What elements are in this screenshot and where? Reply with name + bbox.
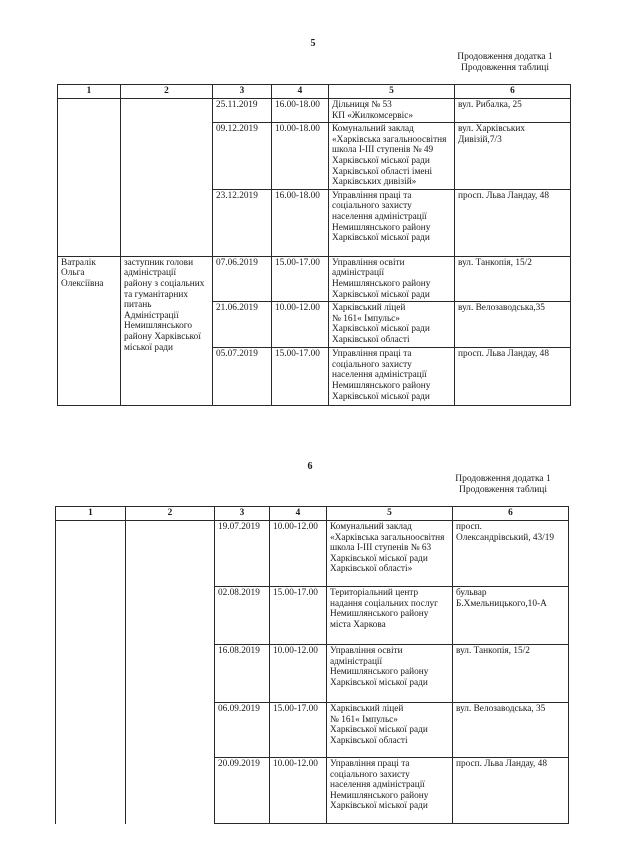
- column-header: 1: [56, 507, 126, 521]
- date-cell: 02.08.2019: [215, 587, 270, 645]
- continuation-line-1: Продовження додатка 1: [457, 52, 553, 62]
- time-cell: 10.00-12.00: [272, 302, 329, 348]
- place-cell: Управління освіти адміністрації Немишлянського району Харківської міської ради: [327, 645, 453, 703]
- time-cell: 16.00-18.00: [272, 99, 329, 123]
- place-cell: Управління праці та соціального захисту населення адміністрації Немишлянського району Харківської міської ради: [329, 348, 455, 406]
- page-number: 6: [307, 461, 313, 472]
- official-name-cell: [58, 99, 121, 257]
- date-cell: 21.06.2019: [213, 302, 272, 348]
- date-cell: 20.09.2019: [215, 758, 270, 824]
- address-cell: вул. Танкопія, 15/2: [455, 256, 571, 301]
- time-cell: 10.00-12.00: [270, 521, 327, 587]
- continuation-heading: [440, 52, 570, 74]
- table-row: [56, 521, 569, 587]
- time-cell: 10.00-12.00: [270, 645, 327, 703]
- date-cell: 25.11.2019: [213, 99, 272, 123]
- place-cell: Управління праці та соціального захисту населення адміністрації Немишлянського району Харківської міської ради: [327, 758, 453, 824]
- official-position-cell: [121, 99, 213, 257]
- table-row: [58, 256, 571, 301]
- place-cell: Харківський ліцей № 161« Імпульс» Харківської міської ради Харківської області: [329, 302, 455, 348]
- date-cell: 09.12.2019: [213, 123, 272, 190]
- address-cell: просп. Льва Ландау, 48: [455, 348, 571, 406]
- date-cell: 06.09.2019: [215, 703, 270, 758]
- table-row: [58, 99, 571, 123]
- address-cell: просп. Олександрівський, 43/19: [453, 521, 569, 587]
- column-header: 1: [58, 85, 121, 99]
- schedule-table: [55, 506, 569, 824]
- schedule-table: [57, 84, 571, 406]
- date-cell: 16.08.2019: [215, 645, 270, 703]
- time-cell: 16.00-18.00: [272, 189, 329, 256]
- continuation-heading: [438, 474, 568, 496]
- continuation-line-1: Продовження додатка 1: [455, 474, 551, 484]
- continuation-line-2: Продовження таблиці: [458, 485, 548, 495]
- column-header: 5: [327, 507, 453, 521]
- time-cell: 10.00-18.00: [272, 123, 329, 190]
- date-cell: 23.12.2019: [213, 189, 272, 256]
- date-cell: 05.07.2019: [213, 348, 272, 406]
- place-cell: Територіальний центр надання соціальних послуг Немишлянського району міста Харкова: [327, 587, 453, 645]
- address-cell: вул. Рибалка, 25: [455, 99, 571, 123]
- address-cell: вул. Велозаводська, 35: [453, 703, 569, 758]
- official-position-cell: [126, 521, 215, 824]
- column-header: 3: [213, 85, 272, 99]
- address-cell: вул. Велозаводська,35: [455, 302, 571, 348]
- official-name-cell: [56, 521, 126, 824]
- column-header: 3: [215, 507, 270, 521]
- table-header-row: [58, 85, 571, 99]
- place-cell: Комунальний заклад «Харківська загальноосвітня школа І-ІІІ ступенів № 63 Харківської міської ради Харківської області»: [327, 521, 453, 587]
- column-header: 2: [121, 85, 213, 99]
- date-cell: 07.06.2019: [213, 256, 272, 301]
- date-cell: 19.07.2019: [215, 521, 270, 587]
- column-header: 6: [455, 85, 571, 99]
- address-cell: вул. Танкопія, 15/2: [453, 645, 569, 703]
- official-position-cell: заступник голови адміністрації району з соціальних та гуманітарних питань Адміністрації Немишлянського району Харківської міської ради: [121, 256, 213, 405]
- official-name-cell: Ватралік Ольга Олексіївна: [58, 256, 121, 405]
- place-cell: Управління праці та соціального захисту населення адміністрації Немишлянського району Харківської міської ради: [329, 189, 455, 256]
- address-cell: бульвар Б.Хмельницького,10-А: [453, 587, 569, 645]
- place-cell: Управління освіти адміністрації Немишлянського району Харківської міської ради: [329, 256, 455, 301]
- time-cell: 15.00-17.00: [270, 703, 327, 758]
- table-header-row: [56, 507, 569, 521]
- place-cell: Харківський ліцей № 161« Імпульс» Харківської міської ради Харківської області: [327, 703, 453, 758]
- page-number: 5: [310, 38, 316, 49]
- column-header: 5: [329, 85, 455, 99]
- continuation-line-2: Продовження таблиці: [460, 63, 550, 73]
- place-cell: Комунальний заклад «Харківська загальноосвітня школа І-ІІІ ступенів № 49 Харківської міської ради Харківської області імені Харківських дивізій»: [329, 123, 455, 190]
- column-header: 4: [272, 85, 329, 99]
- place-cell: Дільниця № 53 КП «Жилкомсервіс»: [329, 99, 455, 123]
- time-cell: 15.00-17.00: [270, 587, 327, 645]
- column-header: 4: [270, 507, 327, 521]
- column-header: 2: [126, 507, 215, 521]
- column-header: 6: [453, 507, 569, 521]
- address-cell: просп. Льва Ландау, 48: [453, 758, 569, 824]
- time-cell: 15.00-17.00: [272, 256, 329, 301]
- address-cell: просп. Льва Ландау, 48: [455, 189, 571, 256]
- time-cell: 10.00-12.00: [270, 758, 327, 824]
- time-cell: 15.00-17.00: [272, 348, 329, 406]
- address-cell: вул. Харківських Дивізій,7/3: [455, 123, 571, 190]
